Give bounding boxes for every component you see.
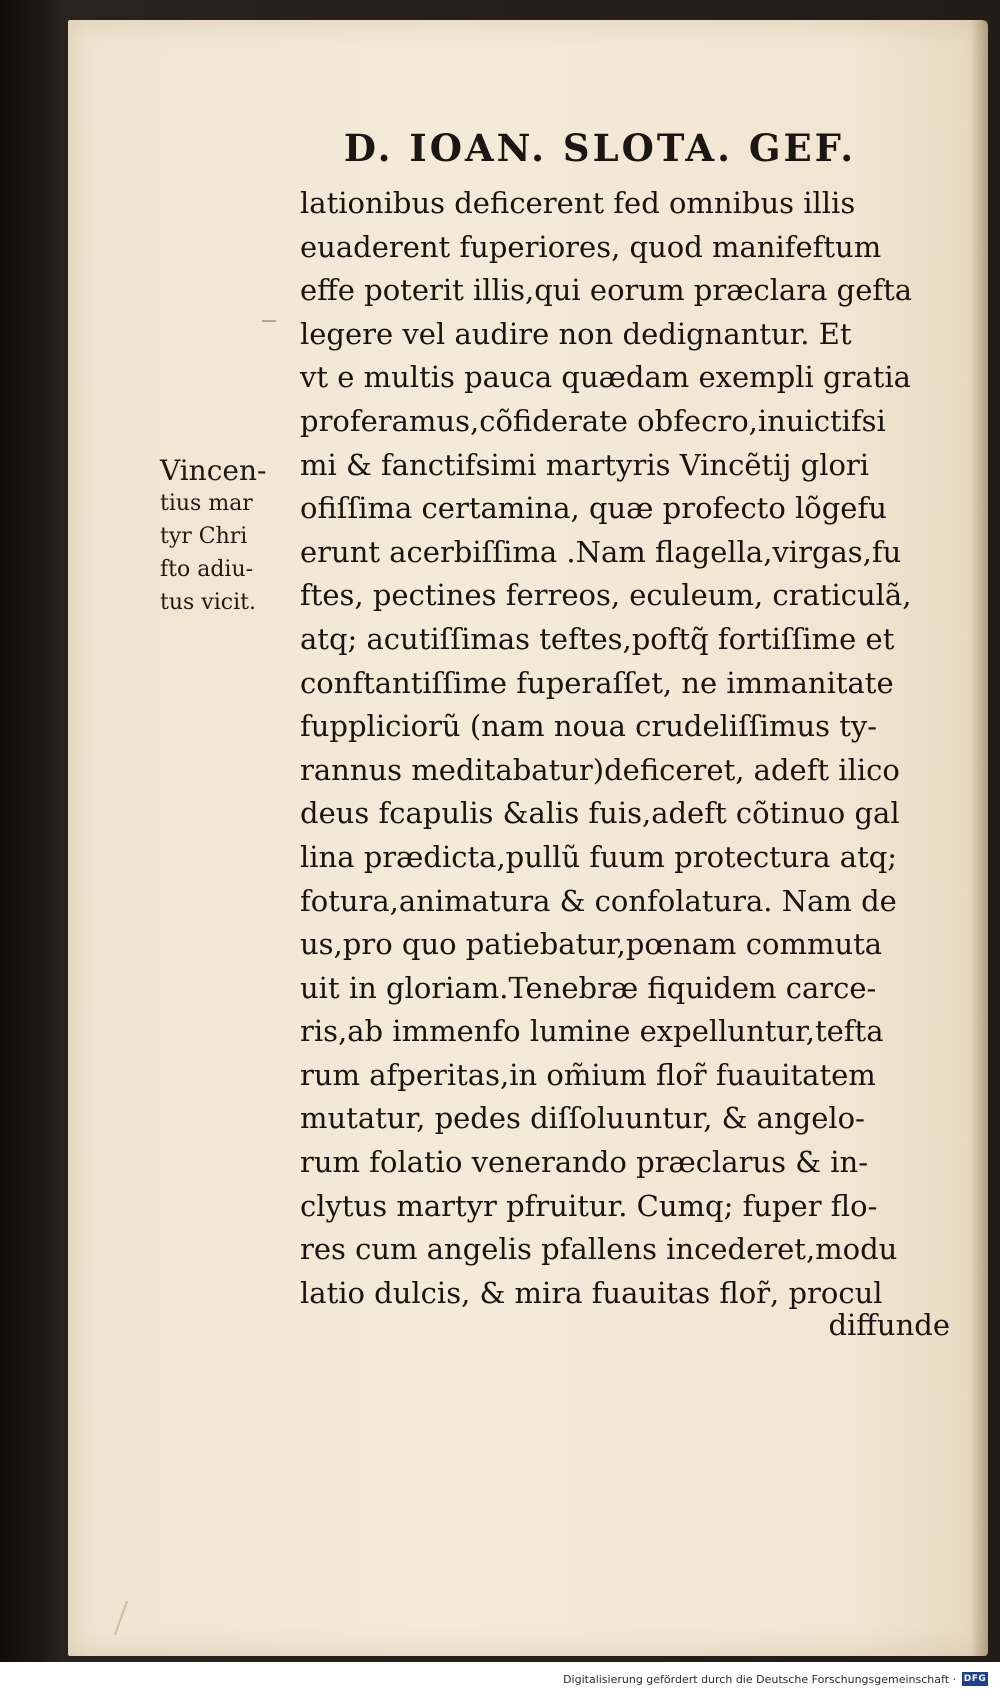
text-line: legere vel audire non dedignantur. Et — [300, 316, 852, 351]
text-line: euaderent fuperiores, quod manifeftum — [300, 229, 882, 264]
text-line: mutatur, pedes diſſoluuntur, & angelo- — [300, 1101, 865, 1136]
credit-text: Digitalisierung gefördert durch die Deutsche Forschungsgemeinschaft · — [563, 1672, 956, 1686]
digitization-credit — [559, 1668, 992, 1690]
page-edge-shadow — [970, 20, 988, 1656]
text-line: clytus martyr pfruitur. Cumq; fuper flo- — [300, 1188, 878, 1223]
dfg-logo: DFG — [963, 1674, 987, 1684]
marginal-note-line: tius mar — [160, 491, 253, 516]
text-line: rum folatio venerando præclarus & in- — [300, 1145, 868, 1180]
body-text — [300, 182, 960, 1315]
text-line: erunt acerbiſſima .Nam flagella,virgas,fu — [300, 534, 902, 569]
text-line: uit in gloriam.Tenebræ fiquidem carce- — [300, 970, 877, 1005]
text-line: vt e multis pauca quædam exempli gratia — [300, 360, 911, 395]
text-line: ris,ab immenfo lumine expelluntur,tefta — [300, 1014, 884, 1049]
marginal-note-line: tyr Chri — [160, 524, 248, 549]
marginal-note — [160, 454, 300, 619]
running-head: D. IOAN. SLOTA. GEF. — [343, 126, 857, 170]
marginal-note-line: tus vicit. — [160, 590, 256, 615]
text-line: deus fcapulis &alis fuis,adeft cõtinuo gal — [300, 796, 900, 831]
text-line: res cum angelis pfallens incederet,modu — [300, 1232, 898, 1267]
text-line: effe poterit illis,qui eorum præclara gefta — [300, 273, 913, 308]
ink-mark — [262, 320, 276, 322]
catchword: diffunde — [828, 1308, 950, 1342]
text-line: rannus meditabatur)deficeret, adeft ilico — [300, 752, 900, 787]
text-line: fuppliciorũ (nam noua crudeliſſimus ty- — [300, 709, 878, 744]
text-line: proferamus,cõfiderate obfecro,inuictifsi — [300, 403, 886, 438]
marginal-note-line: fto adiu- — [160, 557, 254, 582]
text-line: conftantiſſime fuperaſſet, ne immanitate — [300, 665, 894, 700]
text-line: ftes, pectines ferreos, eculeum, craticulã, — [300, 578, 912, 613]
text-line: lationibus deficerent fed omnibus illis — [300, 186, 856, 220]
text-line: atq; acutiſſimas teftes,poftq̃ fortiſſime et — [300, 621, 895, 656]
text-line: rum afperitas,in om̃ium flor̃ fuauitatem — [300, 1057, 876, 1092]
text-line: us,pro quo patiebatur,pœnam commuta — [300, 927, 883, 962]
text-line: mi & fanctifsimi martyris Vincẽtij glori — [300, 447, 870, 482]
text-line: fotura,animatura & confolatura. Nam de — [300, 883, 897, 918]
text-line: lina prædicta,pullũ fuum protectura atq; — [300, 839, 898, 874]
text-line: latio dulcis, & mira fuauitas flor̃, procul — [300, 1275, 883, 1310]
marginal-note-line: Vincen- — [160, 454, 267, 487]
text-line: ofiſſima certamina, quæ profecto lõgefu — [300, 491, 887, 526]
